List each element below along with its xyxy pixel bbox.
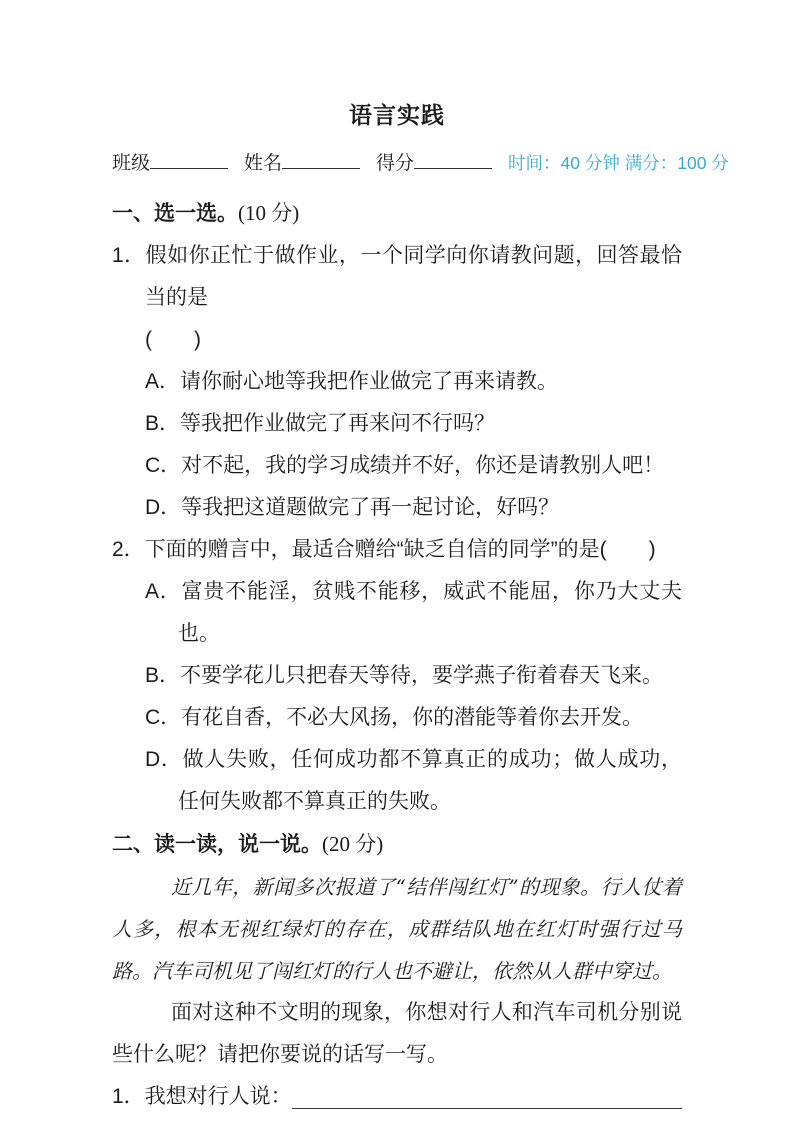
score-field (376, 148, 492, 175)
section-one-title: 一、选一选。 (112, 202, 238, 225)
class-label: 班级 (112, 153, 151, 174)
question-2-stem: 下面的赠言中，最适合赠给“缺乏自信的同学”的是( ) (144, 538, 656, 561)
reading-passage: 近几年，新闻多次报道了“结伴闯红灯”的现象。行人仗着人多，根本无视红绿灯的存在，成群结队地在红灯时强行过马路。汽车司机见了闯红灯的行人也不避让，依然从人群中穿过。 (112, 875, 682, 983)
question-2-option-c: C．有花自香，不必大风扬，你的潜能等着你去开发。 (145, 706, 644, 729)
question-1-option-d: D．等我把这道题做完了再一起讨论，好吗？ (145, 496, 560, 519)
question-2-option-b: B．不要学花儿只把春天等待，要学燕子衔着春天飞来。 (145, 664, 664, 687)
question-1-stem: 假如你正忙于做作业，一个同学向你请教问题，回答最恰当的是 (145, 244, 683, 309)
worksheet-body (112, 192, 682, 1118)
question-1 (112, 235, 682, 319)
sub-question-1-label: 我想对行人说： (144, 1085, 292, 1108)
sub-question-1-number: 1． (112, 1085, 145, 1108)
question-1-answer-blank[interactable]: ( ) (145, 328, 201, 351)
question-1-option-a: A．请你耐心地等我把作业做完了再来请教。 (145, 370, 559, 393)
name-blank[interactable] (282, 168, 360, 169)
class-field (112, 148, 228, 175)
question-1-option-b: B．等我把作业做完了再来问不行吗？ (145, 412, 496, 435)
writing-prompt: 面对这种不文明的现象，你想对行人和汽车司机分别说些什么呢？请把你要说的话写一写。 (112, 1001, 682, 1066)
sub-question-1-answer-blank[interactable] (292, 1076, 682, 1109)
student-info-row (112, 148, 729, 178)
score-label: 得分 (376, 153, 415, 174)
question-2-option-a: A．富贵不能淫，贫贱不能移，威武不能屈，你乃大丈夫也。 (145, 580, 682, 645)
section-one-heading (112, 192, 682, 235)
question-2-option-d: D．做人失败，任何成功都不算真正的成功；做人成功，任何失败都不算真正的失败。 (145, 748, 682, 813)
name-field (244, 148, 360, 175)
section-two-points: (20 分) (322, 832, 384, 856)
page-title: 语言实践 (349, 102, 445, 128)
question-2-number: 2． (112, 538, 145, 561)
class-blank[interactable] (150, 168, 228, 169)
section-two-heading (112, 823, 682, 866)
section-one-points: (10 分) (238, 201, 300, 225)
section-two-title: 二、读一读，说一说。 (112, 833, 322, 856)
exam-time-info: 时间：40 分钟 满分：100 分 (508, 153, 729, 173)
question-1-option-c: C．对不起，我的学习成绩并不好，你还是请教别人吧！ (145, 454, 665, 477)
score-blank[interactable] (414, 168, 492, 169)
sub-question-1 (112, 1076, 682, 1118)
question-1-number: 1． (112, 244, 146, 267)
name-label: 姓名 (244, 153, 283, 174)
sub-question-1-lead (112, 1076, 292, 1118)
question-2 (112, 529, 682, 571)
